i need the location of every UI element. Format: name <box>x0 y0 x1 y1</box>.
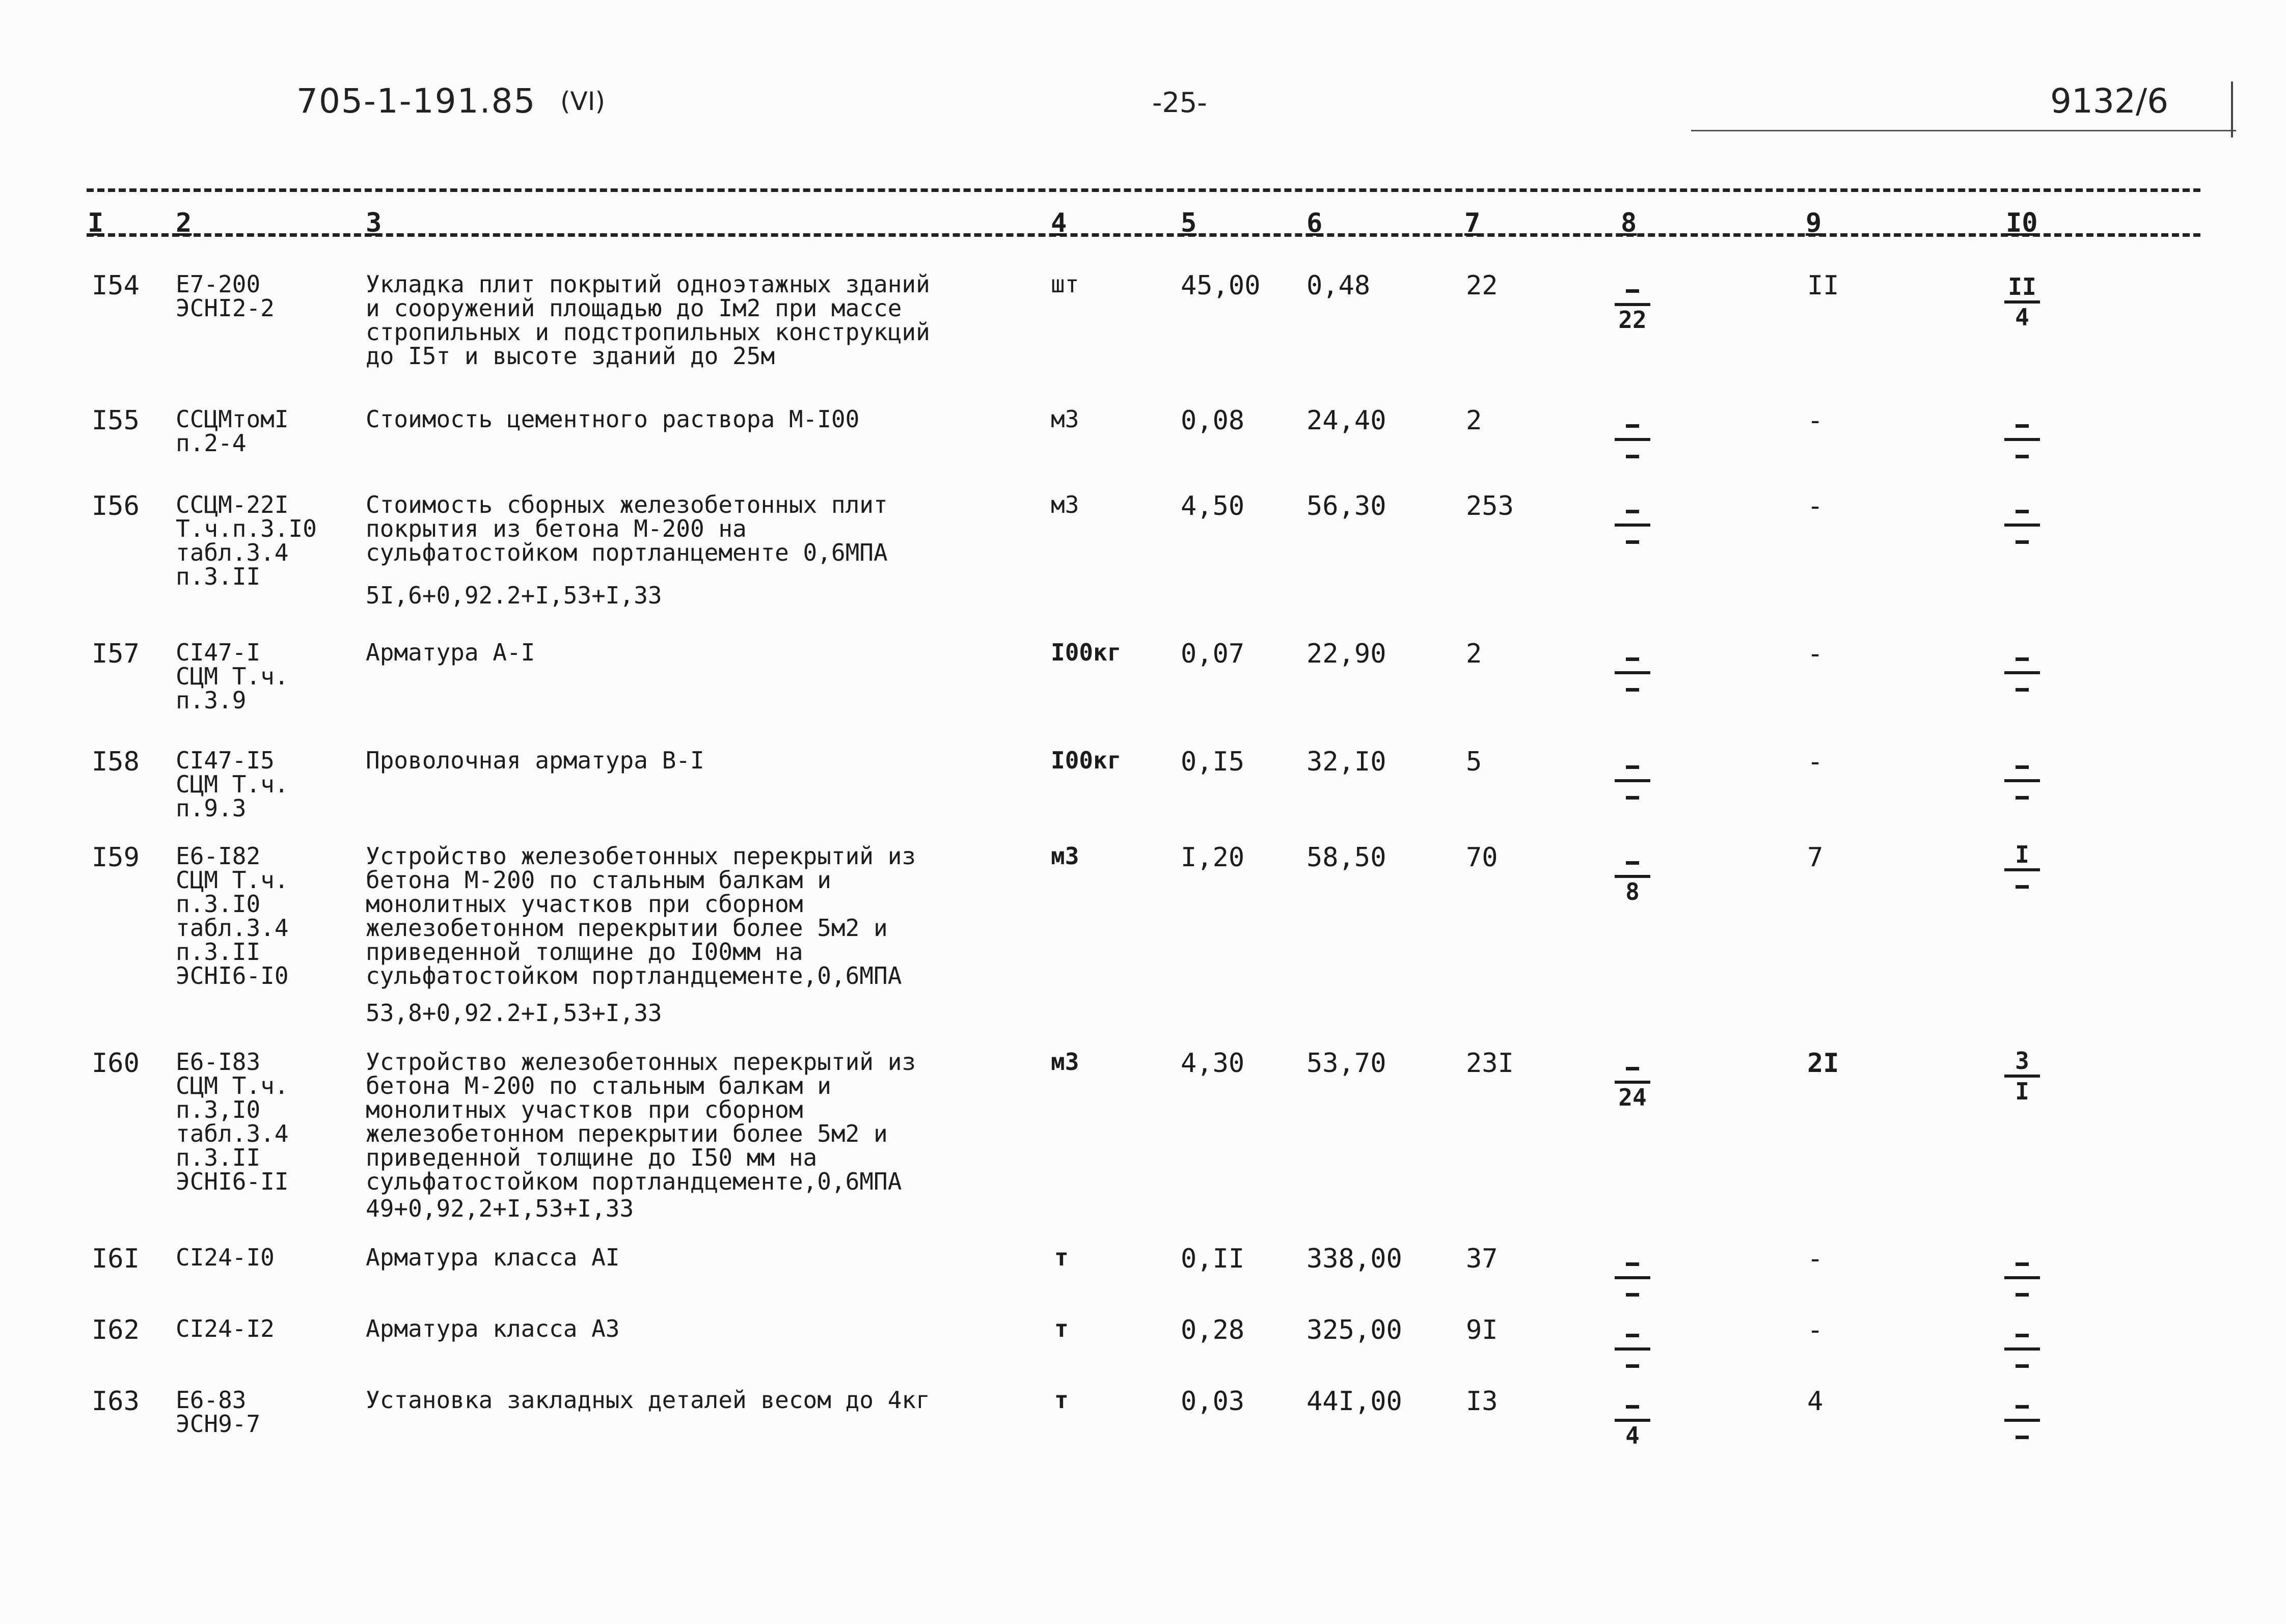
fraction-bottom <box>1999 443 2045 466</box>
row-unit: м3 <box>1051 842 1079 870</box>
column-header-1: I <box>88 208 104 238</box>
row-col9: - <box>1807 747 1824 777</box>
fraction-top <box>1610 1251 1655 1274</box>
row-quantity: 4,30 <box>1181 1048 1245 1079</box>
empty-fraction-dash <box>1626 455 1639 458</box>
fraction-bottom: 8 <box>1625 878 1640 905</box>
row-number: I58 <box>92 747 140 777</box>
row-col9: - <box>1807 1315 1824 1345</box>
row-col10-fraction <box>1999 843 2045 897</box>
row-total: 70 <box>1466 842 1498 873</box>
row-total: 23I <box>1466 1048 1514 1079</box>
row-col9: 2I <box>1807 1048 1839 1079</box>
table-top-rule <box>87 188 2200 192</box>
row-col8-fraction <box>1610 849 1655 903</box>
fraction-bottom <box>1610 443 1655 466</box>
row-quantity: 0,I5 <box>1181 747 1245 777</box>
empty-fraction-dash <box>2016 688 2029 692</box>
row-unit: м3 <box>1051 1048 1079 1076</box>
empty-fraction-dash <box>1626 424 1639 428</box>
empty-fraction-dash <box>2016 796 2029 800</box>
row-col8-fraction <box>1610 646 1655 700</box>
row-description: Укладка плит покрытий одноэтажных зданий и сооружений площадью до Iм2 при массе стропильных и подстропильных конструкций до I5т и высоте зданий до 25м <box>366 270 930 370</box>
row-code: СI47-I5 СЦМ Т.ч. п.9.3 <box>176 747 289 822</box>
row-col8-fraction <box>1610 412 1655 466</box>
row-total: 9I <box>1466 1315 1498 1345</box>
fraction-bottom <box>1999 1424 2045 1447</box>
row-quantity: 4,50 <box>1181 491 1245 521</box>
fraction-top <box>1999 646 2045 669</box>
row-col9: - <box>1807 1244 1824 1274</box>
fraction-top <box>1999 498 2045 521</box>
row-code: Е6-I83 СЦМ Т.ч. п.3,I0 табл.3.4 п.3.II ЭСНI6-II <box>176 1048 289 1195</box>
row-unit: т <box>1054 1244 1069 1271</box>
row-unit-price: 58,50 <box>1307 842 1386 873</box>
empty-fraction-dash <box>1626 289 1639 293</box>
row-quantity: 0,II <box>1181 1244 1245 1274</box>
row-col10-fraction <box>1999 754 2045 808</box>
column-header-5: 5 <box>1181 208 1197 238</box>
row-description: Устройство железобетонных перекрытий из бетона М-200 по стальным балкам и монолитных участков при сборном железобетонном перекрытии более 5м2 и приведенной толщине до I50 мм на сульфатостойком портландцементе,0,6МПА <box>366 1048 916 1195</box>
fraction-top <box>1610 278 1655 301</box>
empty-fraction-dash <box>2016 1262 2029 1266</box>
row-col8-fraction <box>1610 498 1655 552</box>
row-unit-price: 325,00 <box>1307 1315 1402 1345</box>
row-code: Е6-83 ЭСН9-7 <box>176 1386 261 1438</box>
column-header-9: 9 <box>1806 208 1822 238</box>
empty-fraction-dash <box>1626 657 1639 661</box>
row-unit: шт <box>1051 270 1079 298</box>
empty-fraction-dash <box>1626 796 1639 800</box>
fraction-top <box>1610 1393 1655 1417</box>
fraction-top <box>1610 849 1655 873</box>
row-number: I56 <box>92 491 140 521</box>
fraction-bottom: I <box>2015 1078 2029 1105</box>
row-code: СI24-I0 <box>176 1244 275 1271</box>
fraction-bottom <box>1610 676 1655 700</box>
empty-fraction-dash <box>2016 1436 2029 1439</box>
fraction-bottom: 22 <box>1618 306 1647 334</box>
fraction-bottom <box>1999 1281 2045 1305</box>
row-unit: м3 <box>1051 491 1079 518</box>
row-col9: 4 <box>1807 1386 1824 1417</box>
fraction-top: II <box>2008 273 2036 300</box>
row-col10-fraction <box>1999 646 2045 700</box>
document-code: 705-1-191.85 <box>296 81 536 121</box>
row-formula: 49+0,92,2+I,53+I,33 <box>366 1195 634 1222</box>
page-number: -25- <box>1152 87 1207 119</box>
row-unit: I00кг <box>1051 747 1122 774</box>
empty-fraction-dash <box>2016 885 2029 889</box>
column-header-7: 7 <box>1464 208 1481 238</box>
row-number: I63 <box>92 1386 140 1417</box>
row-number: I59 <box>92 842 140 873</box>
fraction-top <box>1610 498 1655 521</box>
row-col10-fraction <box>1999 1049 2045 1103</box>
row-col8-fraction <box>1610 1322 1655 1376</box>
row-col10-fraction <box>1999 1322 2045 1376</box>
row-col10-fraction <box>1999 1251 2045 1305</box>
fraction-bottom <box>1610 529 1655 552</box>
row-col8-fraction <box>1610 1393 1655 1447</box>
fraction-bottom: 24 <box>1618 1084 1647 1111</box>
row-unit: т <box>1054 1386 1069 1414</box>
row-code: ССЦМ-22I Т.ч.п.3.I0 табл.3.4 п.3.II <box>176 491 317 590</box>
fraction-bottom <box>1610 1353 1655 1376</box>
fraction-top <box>1999 754 2045 777</box>
row-quantity: 45,00 <box>1181 270 1261 301</box>
fraction-top <box>1999 1251 2045 1274</box>
row-number: I62 <box>92 1315 140 1345</box>
row-total: 253 <box>1466 491 1514 521</box>
row-description: Установка закладных деталей весом до 4кг <box>366 1386 930 1414</box>
row-description: Арматура класса АI <box>366 1244 620 1271</box>
fraction-bottom: 4 <box>2015 304 2029 331</box>
row-unit-price: 0,48 <box>1307 270 1371 301</box>
empty-fraction-dash <box>1626 688 1639 692</box>
empty-fraction-dash <box>2016 1405 2029 1409</box>
row-description: Стоимость цементного раствора М-I00 <box>366 405 860 433</box>
fraction-bottom <box>1610 1281 1655 1305</box>
row-total: 5 <box>1466 747 1482 777</box>
row-code: E7-200 ЭСНI2-2 <box>176 270 275 322</box>
fraction-top <box>1610 412 1655 436</box>
row-description: Проволочная арматура В-I <box>366 747 704 774</box>
empty-fraction-dash <box>2016 455 2029 458</box>
fraction-bottom <box>1999 1353 2045 1376</box>
row-col9: - <box>1807 491 1824 521</box>
row-col9: 7 <box>1807 842 1824 873</box>
row-description: Арматура А-I <box>366 639 535 666</box>
empty-fraction-dash <box>1626 540 1639 544</box>
fraction-bottom: 4 <box>1625 1422 1640 1449</box>
column-header-8: 8 <box>1621 208 1637 238</box>
row-unit: м3 <box>1051 405 1079 433</box>
sheet-frame-mark <box>2231 81 2233 137</box>
row-code: ССЦМтомI п.2-4 <box>176 405 289 457</box>
row-unit-price: 32,I0 <box>1307 747 1386 777</box>
empty-fraction-dash <box>1626 861 1639 865</box>
column-header-10: I0 <box>2006 208 2038 238</box>
row-unit-price: 338,00 <box>1307 1244 1402 1274</box>
empty-fraction-dash <box>2016 1334 2029 1337</box>
fraction-top <box>1999 412 2045 436</box>
row-description: Устройство железобетонных перекрытий из бетона М-200 по стальным балкам и монолитных участков при сборном железобетонном перекрытии более 5м2 и приведенной толщине до I00мм на сульфатостойком портландцементе,0,6МПА <box>366 842 916 989</box>
row-quantity: I,20 <box>1181 842 1245 873</box>
row-col8-fraction <box>1610 1251 1655 1305</box>
empty-fraction-dash <box>1626 1405 1639 1409</box>
empty-fraction-dash <box>1626 1293 1639 1297</box>
column-header-3: 3 <box>366 208 382 238</box>
row-quantity: 0,08 <box>1181 405 1245 436</box>
fraction-bottom <box>1999 784 2045 808</box>
row-quantity: 0,03 <box>1181 1386 1245 1417</box>
fraction-top: I <box>2015 841 2029 868</box>
row-unit-price: 44I,00 <box>1307 1386 1402 1417</box>
issue-number: (VI) <box>560 87 605 116</box>
sheet-number-rule <box>1691 130 2236 131</box>
sheet-number: 9132/6 <box>2050 81 2169 121</box>
empty-fraction-dash <box>1626 765 1639 769</box>
table-header-rule <box>87 233 2200 237</box>
row-col9: II <box>1807 270 1839 301</box>
fraction-bottom <box>1999 873 2045 897</box>
row-total: 2 <box>1466 405 1482 436</box>
row-unit-price: 24,40 <box>1307 405 1386 436</box>
row-code: СI47-I СЦМ Т.ч. п.3.9 <box>176 639 289 714</box>
empty-fraction-dash <box>2016 540 2029 544</box>
empty-fraction-dash <box>1626 1334 1639 1337</box>
row-col9: - <box>1807 639 1824 669</box>
column-header-2: 2 <box>176 208 192 238</box>
row-number: I57 <box>92 639 140 669</box>
row-quantity: 0,28 <box>1181 1315 1245 1345</box>
empty-fraction-dash <box>1626 510 1639 513</box>
row-code: СI24-I2 <box>176 1315 275 1342</box>
empty-fraction-dash <box>1626 1364 1639 1368</box>
row-formula: 53,8+0,92.2+I,53+I,33 <box>366 999 662 1027</box>
row-unit-price: 53,70 <box>1307 1048 1386 1079</box>
row-col8-fraction <box>1610 754 1655 808</box>
row-description: Арматура класса А3 <box>366 1315 620 1342</box>
fraction-bottom <box>1999 676 2045 700</box>
fraction-top <box>1610 646 1655 669</box>
row-col10-fraction <box>1999 498 2045 552</box>
empty-fraction-dash <box>2016 657 2029 661</box>
empty-fraction-dash <box>2016 424 2029 428</box>
row-total: 37 <box>1466 1244 1498 1274</box>
row-number: I6I <box>92 1244 140 1274</box>
empty-fraction-dash <box>2016 1293 2029 1297</box>
row-number: I54 <box>92 270 140 301</box>
fraction-top <box>1610 1322 1655 1345</box>
row-total: I3 <box>1466 1386 1498 1417</box>
row-code: Е6-I82 СЦМ Т.ч. п.3.I0 табл.3.4 п.3.II ЭСНI6-I0 <box>176 842 289 989</box>
row-number: I60 <box>92 1048 140 1079</box>
row-unit-price: 56,30 <box>1307 491 1386 521</box>
empty-fraction-dash <box>2016 510 2029 513</box>
empty-fraction-dash <box>2016 1364 2029 1368</box>
fraction-top <box>1999 1393 2045 1417</box>
row-total: 2 <box>1466 639 1482 669</box>
row-col10-fraction <box>1999 275 2045 329</box>
fraction-top: 3 <box>2015 1047 2029 1075</box>
row-unit-price: 22,90 <box>1307 639 1386 669</box>
row-unit: I00кг <box>1051 639 1122 666</box>
fraction-top <box>1610 1055 1655 1079</box>
column-header-4: 4 <box>1051 208 1067 238</box>
row-unit: т <box>1054 1315 1069 1342</box>
row-col10-fraction <box>1999 412 2045 466</box>
empty-fraction-dash <box>1626 1262 1639 1266</box>
row-quantity: 0,07 <box>1181 639 1245 669</box>
column-header-6: 6 <box>1307 208 1323 238</box>
row-total: 22 <box>1466 270 1498 301</box>
row-description: Стоимость сборных железобетонных плит покрытия из бетона М-200 на сульфатостойком портланцементе 0,6МПА <box>366 491 888 566</box>
empty-fraction-dash <box>1626 1067 1639 1070</box>
fraction-top <box>1999 1322 2045 1345</box>
row-formula: 5I,6+0,92.2+I,53+I,33 <box>366 582 662 609</box>
fraction-bottom <box>1610 784 1655 808</box>
row-col9: - <box>1807 405 1824 436</box>
row-col10-fraction <box>1999 1393 2045 1447</box>
row-col8-fraction <box>1610 278 1655 332</box>
fraction-top <box>1610 754 1655 777</box>
fraction-bottom <box>1999 529 2045 552</box>
row-col8-fraction <box>1610 1055 1655 1109</box>
row-number: I55 <box>92 405 140 436</box>
empty-fraction-dash <box>2016 765 2029 769</box>
